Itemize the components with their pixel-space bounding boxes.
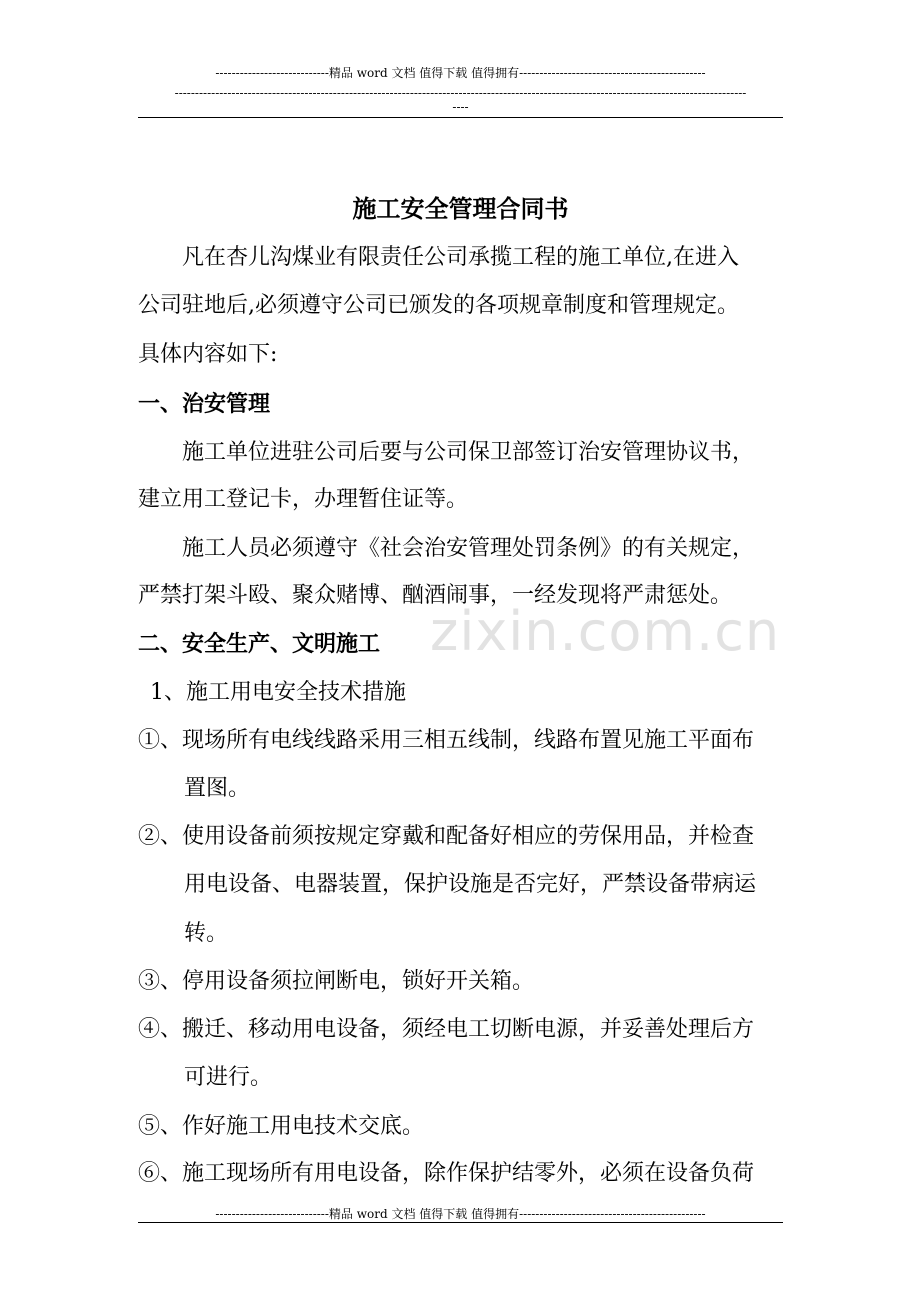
paragraph-security-2-line-2: 严禁打架斗殴、聚众赌博、酗酒闹事，一经发现将严肃惩处。: [138, 583, 733, 608]
paragraph-security-1-line-2: 建立用工登记卡，办理暂住证等。: [138, 487, 469, 512]
list-item-1-line-1: ①、现场所有电线线路采用三相五线制，线路布置见施工平面布: [138, 728, 755, 753]
header-banner: ----------------------------精品 word 文档 值得下载 值得拥有----------------------------------------------: [215, 66, 706, 80]
list-item-3: ③、停用设备须拉闸断电，锁好开关箱。: [138, 969, 535, 994]
header-dash-line: ---------------------------------------------------------------------------------------------------------------------------------------------: [174, 86, 747, 100]
document-title: 施工安全管理合同书: [352, 194, 569, 223]
list-item-6-line-1: ⑥、施工现场所有用电设备，除作保护结零外，必须在设备负荷: [138, 1161, 755, 1186]
list-item-2-line-2: 用电设备、电器装置，保护设施是否完好，严禁设备带病运: [184, 872, 757, 897]
footer-rule: [138, 1222, 783, 1223]
list-item-4-line-1: ④、搬迁、移动用电设备，须经电工切断电源，并妥善处理后方: [138, 1017, 755, 1042]
header-dash-tail: ----: [452, 100, 469, 114]
footer-banner: ----------------------------精品 word 文档 值得下载 值得拥有----------------------------------------------: [215, 1207, 706, 1221]
paragraph-intro-line-3: 具体内容如下:: [138, 342, 278, 367]
list-item-1-line-2: 置图。: [184, 776, 251, 801]
paragraph-intro-line-2: 公司驻地后,必须遵守公司已颁发的各项规章制度和管理规定。: [138, 293, 739, 318]
list-item-2-line-3: 转。: [184, 921, 229, 946]
list-item-4-line-2: 可进行。: [184, 1065, 273, 1090]
subsection-heading-electric: 1、施工用电安全技术措施: [150, 680, 406, 705]
header-rule: [138, 117, 783, 118]
paragraph-security-1-line-1: 施工单位进驻公司后要与公司保卫部签订治安管理协议书，: [182, 440, 755, 465]
list-item-2-line-1: ②、使用设备前须按规定穿戴和配备好相应的劳保用品，并检查: [138, 824, 755, 849]
paragraph-security-2-line-1: 施工人员必须遵守《社会治安管理处罚条例》的有关规定，: [182, 536, 755, 561]
list-item-5: ⑤、作好施工用电技术交底。: [138, 1114, 425, 1139]
watermark-text: zixin.com.cn: [430, 600, 781, 663]
section-heading-security: 一、治安管理: [138, 391, 271, 417]
section-heading-safety: 二、安全生产、文明施工: [138, 631, 381, 657]
paragraph-intro-line-1: 凡在杏儿沟煤业有限责任公司承揽工程的施工单位,在进入: [182, 245, 739, 270]
